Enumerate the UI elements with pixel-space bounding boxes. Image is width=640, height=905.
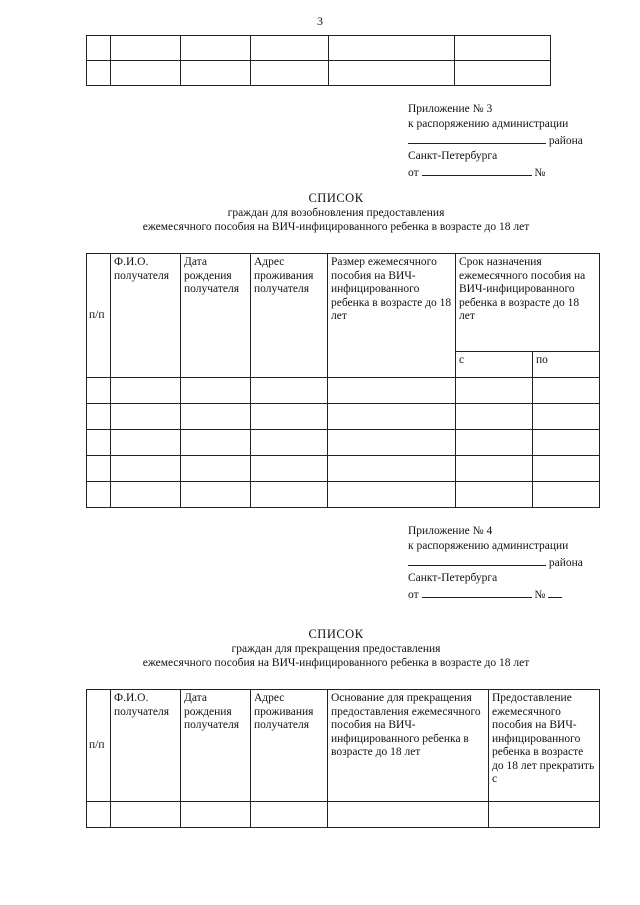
header-from: с <box>456 352 533 378</box>
table-row <box>87 802 600 828</box>
page-number: 3 <box>317 14 323 28</box>
appendix-3-date-line <box>408 164 608 181</box>
list-2-title <box>16 626 640 670</box>
header-stop: Предоставление ежемесячного пособия на ВИЧ-инфицированного ребенка в возрасте до 18 лет прекратить с <box>489 690 600 802</box>
list-1-title <box>16 190 640 234</box>
header-term: Срок назначения ежемесячного пособия на ВИЧ-инфицированного ребенка в возрасте до 18 лет <box>456 254 600 352</box>
appendix-4-district: района <box>548 557 583 569</box>
table-cell <box>87 36 111 61</box>
table-cell <box>455 61 551 86</box>
continuation-table <box>86 35 551 86</box>
appendix-3-order: к распоряжению администрации <box>408 118 569 130</box>
appendix-4-city: Санкт-Петербурга <box>408 572 498 584</box>
appendix-4-header <box>408 524 608 603</box>
list-1-table <box>86 253 600 508</box>
table-row <box>87 404 600 430</box>
appendix-4-order: к распоряжению администрации <box>408 540 569 552</box>
header-fio: Ф.И.О. получателя <box>111 690 181 802</box>
table-cell <box>329 36 455 61</box>
appendix-4-date-line <box>408 586 608 603</box>
list-2-subtitle-2: ежемесячного пособия на ВИЧ-инфицированного ребенка в возрасте до 18 лет <box>142 657 530 669</box>
list-2-subtitle-1: граждан для прекращения предоставления <box>231 643 441 655</box>
list-2-table <box>86 689 600 828</box>
header-address: Адрес проживания получателя <box>251 690 328 802</box>
table-row <box>87 430 600 456</box>
appendix-4-title: Приложение № 4 <box>408 525 493 537</box>
table-cell <box>111 61 181 86</box>
table-cell <box>455 36 551 61</box>
appendix-4-district-line <box>408 554 608 571</box>
table-cell <box>251 36 329 61</box>
appendix-3-header <box>408 102 608 181</box>
table-cell <box>181 61 251 86</box>
header-basis: Основание для прекращения предоставления ежемесячного пособия на ВИЧ-инфицированного ребенка в возрасте до 18 лет <box>328 690 489 802</box>
appendix-3-district: района <box>548 135 583 147</box>
appendix-3-city: Санкт-Петербурга <box>408 150 498 162</box>
table-cell <box>251 61 329 86</box>
header-dob: Дата рождения получателя <box>181 254 251 378</box>
appendix-3-date-label: от <box>408 167 419 179</box>
table-cell <box>87 61 111 86</box>
header-fio: Ф.И.О. получателя <box>111 254 181 378</box>
header-np: п/п <box>87 690 111 802</box>
appendix-3-district-line <box>408 132 608 149</box>
appendix-4-number-label: № <box>534 589 546 601</box>
header-amount: Размер ежемесячного пособия на ВИЧ-инфицированного ребенка в возрасте до 18 лет <box>328 254 456 378</box>
table-cell <box>111 36 181 61</box>
appendix-3-title: Приложение № 3 <box>408 103 493 115</box>
table-row <box>87 482 600 508</box>
header-address: Адрес проживания получателя <box>251 254 328 378</box>
table-cell <box>181 36 251 61</box>
list-1-heading: СПИСОК <box>308 191 364 205</box>
list-2-heading: СПИСОК <box>308 627 364 641</box>
appendix-4-date-label: от <box>408 589 419 601</box>
header-np: п/п <box>87 254 111 378</box>
list-1-subtitle-1: граждан для возобновления предоставления <box>227 207 445 219</box>
table-row <box>87 456 600 482</box>
table-cell <box>329 61 455 86</box>
appendix-3-number-label: № <box>534 167 546 179</box>
header-to: по <box>533 352 600 378</box>
table-row <box>87 378 600 404</box>
header-dob: Дата рождения получателя <box>181 690 251 802</box>
list-1-subtitle-2: ежемесячного пособия на ВИЧ-инфицированного ребенка в возрасте до 18 лет <box>142 221 530 233</box>
